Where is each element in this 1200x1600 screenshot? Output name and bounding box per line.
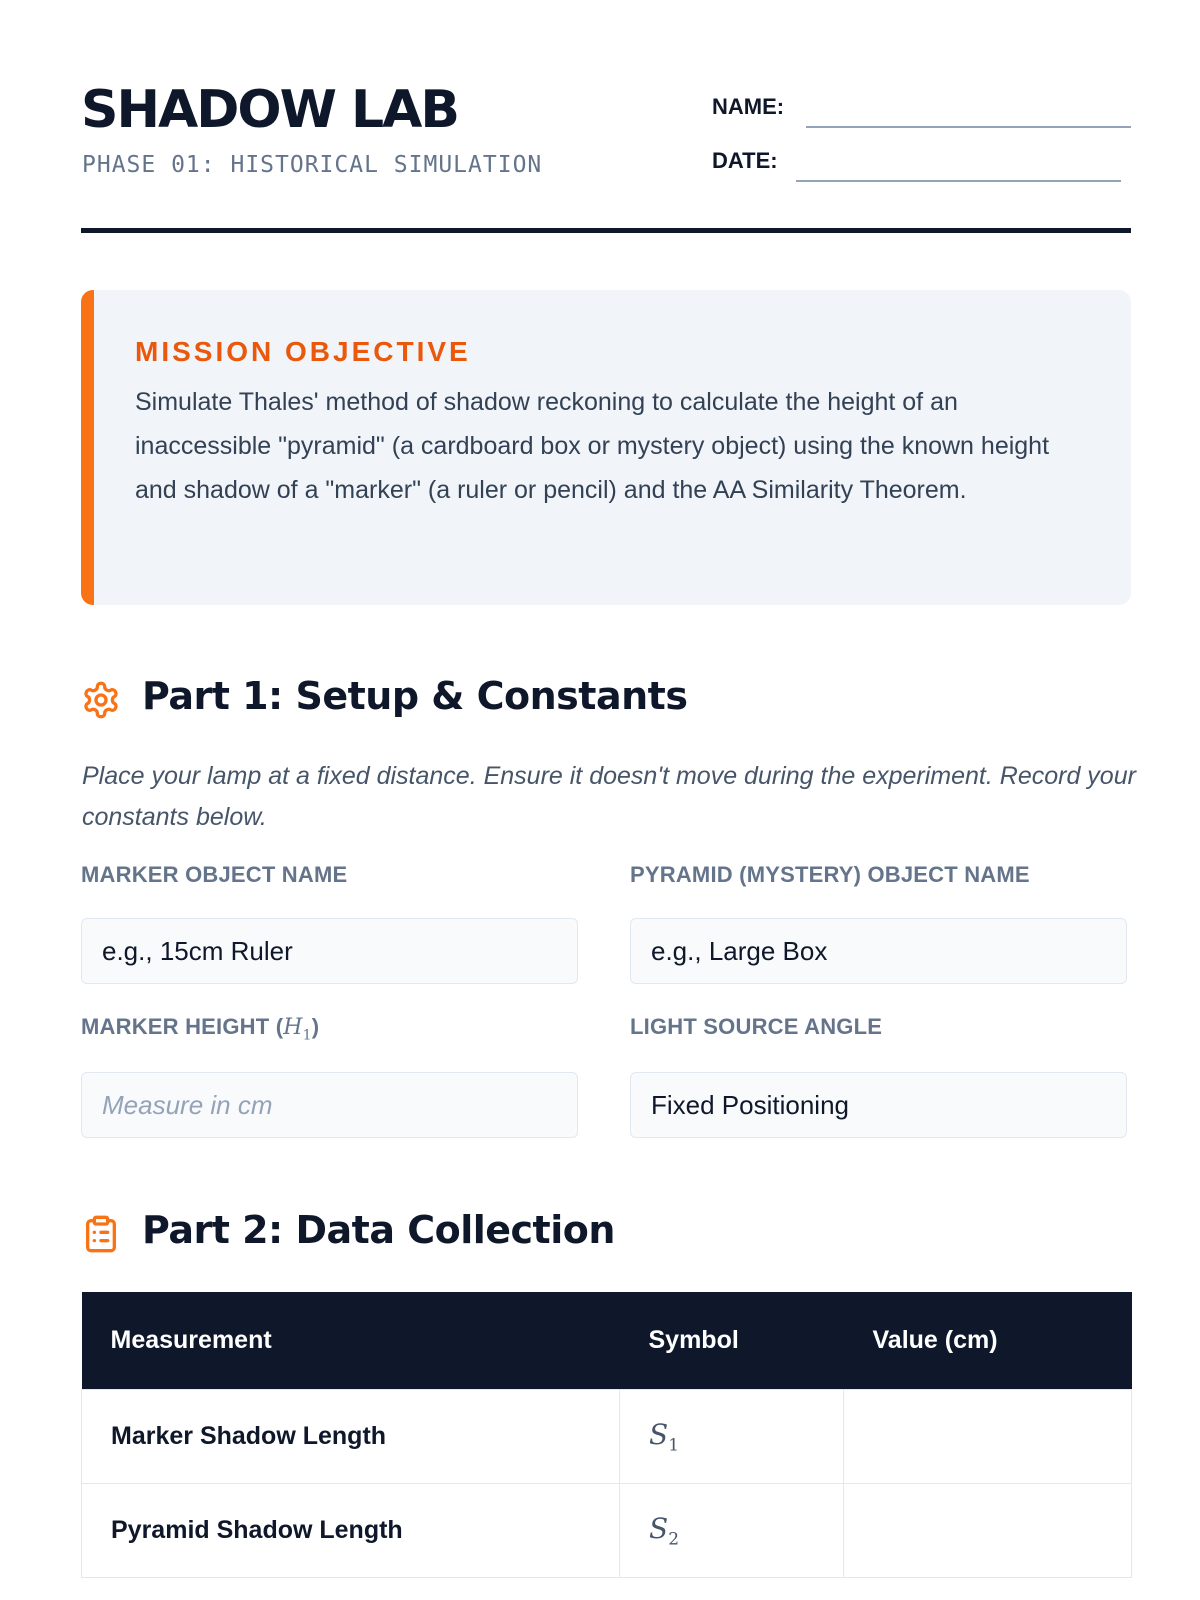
marker-name-label: MARKER OBJECT NAME (81, 862, 348, 887)
marker-name-input[interactable] (81, 918, 578, 984)
marker-height-label-end: ) (311, 1014, 320, 1039)
pyramid-name-label: PYRAMID (MYSTERY) OBJECT NAME (630, 862, 1030, 887)
mission-accent-bar (81, 290, 94, 605)
marker-height-label-text: MARKER HEIGHT ( (81, 1014, 284, 1039)
name-label: NAME: (712, 94, 785, 119)
page-subtitle: PHASE 01: HISTORICAL SIMULATION (82, 152, 543, 178)
part1-instructions: Place your lamp at a fixed distance. Ensure it doesn't move during the experiment. Record your constants below. (82, 762, 1136, 831)
marker-height-input[interactable] (81, 1072, 578, 1138)
date-field[interactable] (796, 180, 1121, 182)
symbol-cell (620, 1484, 844, 1578)
part1-title: Part 1: Setup & Constants (142, 674, 688, 718)
gear-icon (81, 680, 121, 720)
mission-body: Simulate Thales' method of shadow reckoning to calculate the height of an inaccessible "pyramid" (a cardboard box or mystery object) using the known height and shadow of a "marker" (a ruler or pencil) and the AA Similarity Theorem. (135, 388, 1050, 504)
column-header-symbol: Symbol (620, 1292, 844, 1390)
column-header-value: Value (cm) (844, 1292, 1132, 1390)
light-angle-label: LIGHT SOURCE ANGLE (630, 1014, 883, 1039)
table-header-row (82, 1292, 1132, 1390)
value-cell[interactable] (844, 1484, 1132, 1578)
marker-height-symbol-letter: H (283, 1015, 303, 1040)
symbol-cell (620, 1390, 844, 1484)
measurement-cell: Marker Shadow Length (82, 1390, 620, 1484)
pyramid-name-input[interactable] (630, 918, 1127, 984)
data-table (81, 1292, 1132, 1578)
clipboard-icon (81, 1214, 121, 1254)
table-row (82, 1484, 1132, 1578)
mission-card (81, 290, 1131, 605)
page-title: SHADOW LAB (81, 80, 459, 140)
value-cell[interactable] (844, 1390, 1132, 1484)
measurement-cell: Pyramid Shadow Length (82, 1484, 620, 1578)
light-angle-input[interactable] (630, 1072, 1127, 1138)
symbol-subscript: 1 (668, 1435, 680, 1456)
symbol-letter: S (649, 1511, 669, 1545)
mission-title: MISSION OBJECTIVE (135, 336, 471, 367)
date-label: DATE: (712, 148, 778, 173)
table-row (82, 1390, 1132, 1484)
header-divider (81, 228, 1131, 233)
symbol-subscript: 2 (668, 1529, 680, 1550)
marker-height-label (81, 1014, 319, 1043)
column-header-measurement: Measurement (82, 1292, 620, 1390)
marker-height-symbol (283, 1015, 312, 1044)
name-field[interactable] (806, 126, 1131, 128)
symbol-letter: S (649, 1417, 669, 1451)
marker-height-symbol-subscript: 1 (302, 1027, 312, 1044)
part2-title: Part 2: Data Collection (142, 1208, 615, 1252)
